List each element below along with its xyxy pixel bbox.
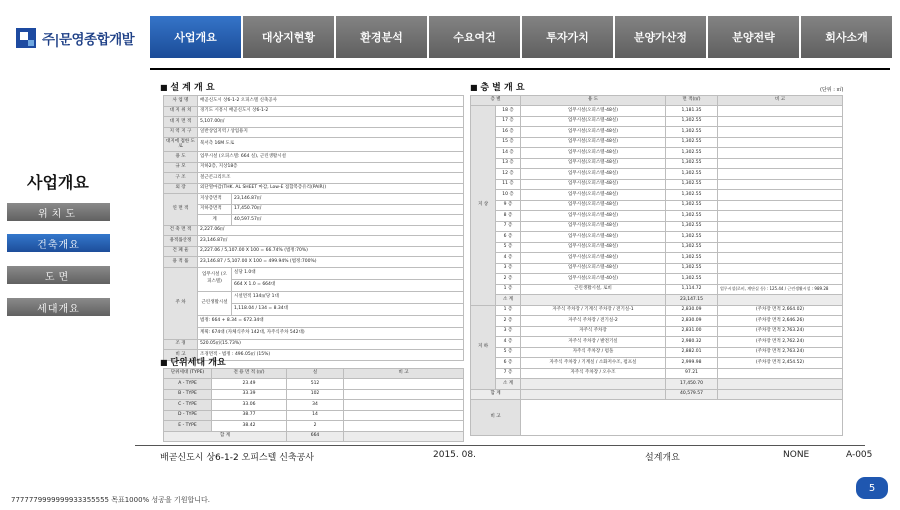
company-logo[interactable] bbox=[16, 26, 148, 50]
table-row: C - TYPE 33.06 34 bbox=[164, 400, 464, 411]
nav-tab-overview[interactable]: 사업개요 bbox=[150, 16, 241, 58]
footer-project-title: 배곧신도시 상6-1-2 오피스텔 신축공사 bbox=[160, 453, 314, 463]
footer-scale: NONE bbox=[783, 450, 810, 460]
footer-drawing-name: 설계개요 bbox=[645, 453, 680, 463]
logo-text: 주|문영종합개발 bbox=[42, 32, 135, 48]
bottom-message: 7777779999999933355555 목표1000% 성공을 기원합니다. bbox=[11, 496, 210, 504]
main-nav bbox=[150, 16, 892, 58]
sidebar-item-building[interactable]: 건축개요 bbox=[7, 234, 110, 252]
nav-tab-investment[interactable]: 투자가치 bbox=[522, 16, 613, 58]
footer-date: 2015. 08. bbox=[433, 450, 476, 460]
nav-tab-demand[interactable]: 수요여건 bbox=[429, 16, 520, 58]
nav-tab-site[interactable]: 대상지현황 bbox=[243, 16, 334, 58]
sidebar-item-location[interactable]: 위치도 bbox=[7, 203, 110, 221]
header-divider bbox=[150, 68, 890, 70]
footer-drawing-number: A-005 bbox=[846, 450, 873, 460]
table-row: A - TYPE 23.49 512 bbox=[164, 379, 464, 390]
logo-mark-icon bbox=[16, 28, 36, 48]
sidebar-item-drawing[interactable]: 도면 bbox=[7, 266, 110, 284]
page-number-badge: 5 bbox=[856, 477, 888, 499]
floor-overview-table: 층 별 용 도 면 적(㎡) 비 고 지 상 18 층 업무시설(오피스텔-48실) 1,181.35 17 층 업무시설(오피스텔-48실) 1,302.55 16 층 업무시설(오피스텔-48실) 1,302.55 15 층 업무시설(오피스텔-48실) 1,302.55 14 층 업무시설(오피스텔-48실) 1,302.55 13 층 업무시설(오피스텔-48실) 1,302.55 12 층 업무시설(오피스텔-48실) 1,302.55 11 층 업무시설(오피스텔-48실) 1,302.55 10 층 업무시설(오피스텔-48실) 1,302.55 9 층 업무시설(오피스텔-48실) 1,302.55 8 층 업무시설(오피스텔-48실) 1,302.55 7 층 업무시설(오피스텔-48실) 1,302.55 6 층 업무시설(오피스텔-48실) 1,302.55 5 층 업무시설(오피스텔-48실) 1,302.55 4 층 업무시설(오피스텔-48실) 1,302.55 3 층 업무시설(오피스텔-48실) 1,302.55 2 층 업무시설(오피스텔-40실) 1,302.55 1 층 근린생활시설, 로비 1,114.72 업무시설(로비, 계단실 등) : 125.44 / 근린생활시설 : 989.28 소 계 23,147.15 지 하 1 층 자주식 주차장 / 기계식 주차장 / 전기실-1 2,830.09 (주차장 면적 2,664.02) 2 층 자주식 주차장 / 전기실-2 2,830.09 (주차장 면적 2,646.26) 3 층 자주식 주차장 2,831.00 (주차장 면적 2,763.24) 4 층 자주식 주차장 / 발전기실 2,980.32 (주차장 면적 2,762.24) 5 층 자주식 주차장 / 펌돌 2,882.01 (주차장 면적 2,763.24) 6 층 자주식 주차장 / 기계실 / 소화저수조, 펌프실 2,999.98 (주차장 면적 2,454.52) 7 층 자주식 주차장 / 오수조 97.21 소 계 17,450.70 합 계 40,579.57 비 고 bbox=[470, 95, 843, 436]
nav-tab-pricing[interactable]: 분양가산정 bbox=[615, 16, 706, 58]
unit-overview-table: 단위세대 (TYPE) 전 용 면 적 (㎡) 실 비 고 A - TYPE 23.49 512 B - TYPE 33.39 102 C - TYPE 33.06 34 D - TYPE 38.77 14 E - TYPE 38.42 2 합 계 664 bbox=[163, 368, 464, 442]
floor-overview-heading: ■ 층 별 개 요 bbox=[470, 80, 525, 93]
nav-tab-environment[interactable]: 환경분석 bbox=[336, 16, 427, 58]
unit-label: (단위 : ㎡) bbox=[820, 87, 844, 93]
design-overview-table: 사 업 명 배곧신도시 상6-1-2 오피스텔 신축공사 대 지 위 치 경기도 시흥시 배곧신도시 상6-1-2 대 지 면 적 5,107.00㎡ 지 역 지 구 일반상업지역 / 상업용지 대지에 접한 도로 북서측 16M 도로 용 도 업무시설 (오피스텔: 664 실), 근린생활시설 규 모 지하2층, 지상18층 구 조 철근콘크리트조 외 장 외단열마감(THK. AL SHEET 마감, Low-E 접합복층유리(PAIR)) 연 면 적 지상층면적 23,146.87㎡ 지하층면적 17,450.70㎡ 계 40,597.57㎡ 건 축 면 적 2,227.06㎡ 용적률산정 23,146.87㎡ 건 폐 율 2,227.06 / 5,107.00 X 100 = 66.74% (법정:70%) 용 적 률 23,146.87 / 5,107.00 X 100 = 499.94% (법정:700%) 주 차 업무시설 (오피스텔) 실당 1.0대 664 X 1.0 = 664대 근린생활시설 시설면적 134㎡당 1대 1,118.04 / 134 = 8.34대 법정: 664 + 8.34 = 672.34대 계획: 674대 (자체식주차 142대, 자주식주차 542대) 조 경 520.05㎡(15.73%) 비 고 조경면적 - 법정 : 496.05㎡ (15%) bbox=[163, 95, 464, 361]
nav-tab-strategy[interactable]: 분양전략 bbox=[708, 16, 799, 58]
sidebar-title: 사업개요 bbox=[27, 173, 89, 192]
table-row: D - TYPE 38.77 14 bbox=[164, 410, 464, 421]
design-overview-heading: ■ 설 계 개 요 bbox=[160, 80, 215, 93]
sidebar-item-units[interactable]: 세대개요 bbox=[7, 298, 110, 316]
table-row: E - TYPE 38.42 2 bbox=[164, 421, 464, 432]
table-row: B - TYPE 33.39 102 bbox=[164, 389, 464, 400]
footer-divider bbox=[135, 445, 865, 446]
nav-tab-company[interactable]: 회사소개 bbox=[801, 16, 892, 58]
unit-overview-heading: ■ 단위세대 개요 bbox=[160, 355, 226, 368]
